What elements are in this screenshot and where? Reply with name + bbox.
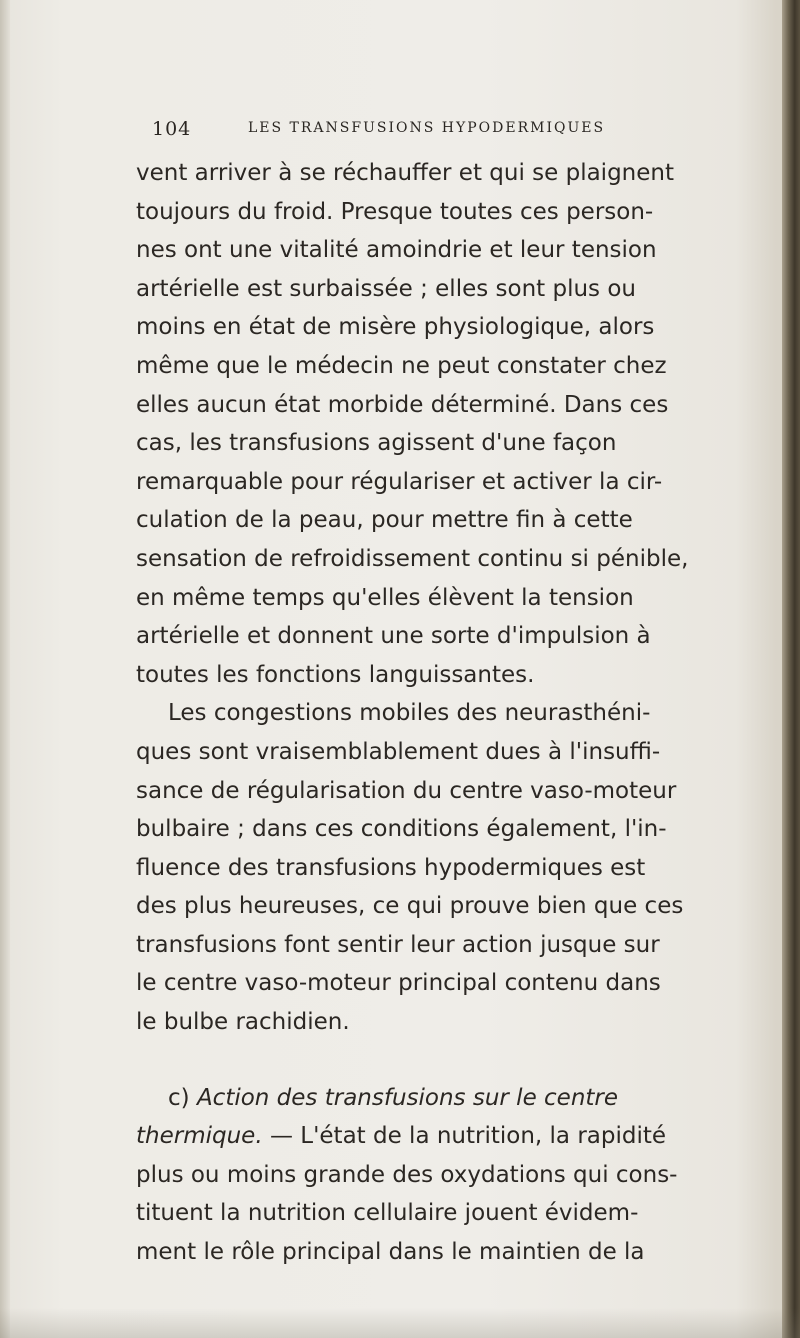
text-line: sensation de refroidissement continu si pénible, <box>136 545 689 572</box>
text-line: Les congestions mobiles des neurasthéni- <box>168 700 651 727</box>
text-line: toujours du froid. Presque toutes ces person- <box>136 198 654 225</box>
text-line: sance de régularisation du centre vaso-moteur <box>136 777 677 804</box>
text-line: en même temps qu'elles élèvent la tension <box>136 584 634 611</box>
text-line: des plus heureuses, ce qui prouve bien que ces <box>136 893 684 920</box>
text-line: cas, les transfusions agissent d'une façon <box>136 430 617 457</box>
text-line: nes ont une vitalité amoindrie et leur tension <box>136 237 657 264</box>
body-text <box>136 154 726 1272</box>
book-spine-edge <box>782 0 800 1338</box>
text-line: artérielle et donnent une sorte d'impulsion à <box>136 623 651 650</box>
text-line: elles aucun état morbide déterminé. Dans ces <box>136 391 669 418</box>
paragraph-2 <box>136 694 726 1041</box>
section-label: c) <box>168 1084 190 1111</box>
section-text: — L'état de la nutrition, la rapidité <box>262 1123 667 1150</box>
paragraph-1 <box>136 154 726 694</box>
section-heading-continued: thermique. <box>136 1123 263 1150</box>
text-line: le bulbe rachidien. <box>136 1009 350 1036</box>
text-line: tituent la nutrition cellulaire jouent évidem- <box>136 1200 639 1227</box>
text-line: fluence des transfusions hypodermiques est <box>136 854 646 881</box>
text-line: artérielle est surbaissée ; elles sont plus ou <box>136 275 637 302</box>
text-line: même que le médecin ne peut constater chez <box>136 352 667 379</box>
text-line: transfusions font sentir leur action jusque sur <box>136 931 660 958</box>
section-c <box>136 1079 726 1272</box>
text-line: remarquable pour régulariser et activer la cir- <box>136 468 663 495</box>
page-left-margin <box>0 0 10 1338</box>
text-line: le centre vaso-moteur principal contenu dans <box>136 970 661 997</box>
text-line: plus ou moins grande des oxydations qui cons- <box>136 1161 678 1188</box>
running-title: LES TRANSFUSIONS HYPODERMIQUES <box>248 120 606 136</box>
section-heading-line <box>136 1079 726 1118</box>
page-bottom-shadow <box>0 1308 800 1338</box>
page-header <box>152 118 712 142</box>
text-line: toutes les fonctions languissantes. <box>136 661 535 688</box>
text-line: culation de la peau, pour mettre fin à cette <box>136 507 633 534</box>
text-line <box>136 1117 726 1156</box>
page-number: 104 <box>152 118 192 140</box>
text-line: ques sont vraisemblablement dues à l'insuffi- <box>136 738 661 765</box>
section-gap <box>136 1042 726 1079</box>
text-line: vent arriver à se réchauffer et qui se plaignent <box>136 160 674 186</box>
text-line: ment le rôle principal dans le maintien de la <box>136 1239 645 1266</box>
section-heading: Action des transfusions sur le centre <box>196 1084 619 1111</box>
text-line: moins en état de misère physiologique, alors <box>136 314 655 341</box>
text-line: bulbaire ; dans ces conditions également, l'in- <box>136 816 667 843</box>
